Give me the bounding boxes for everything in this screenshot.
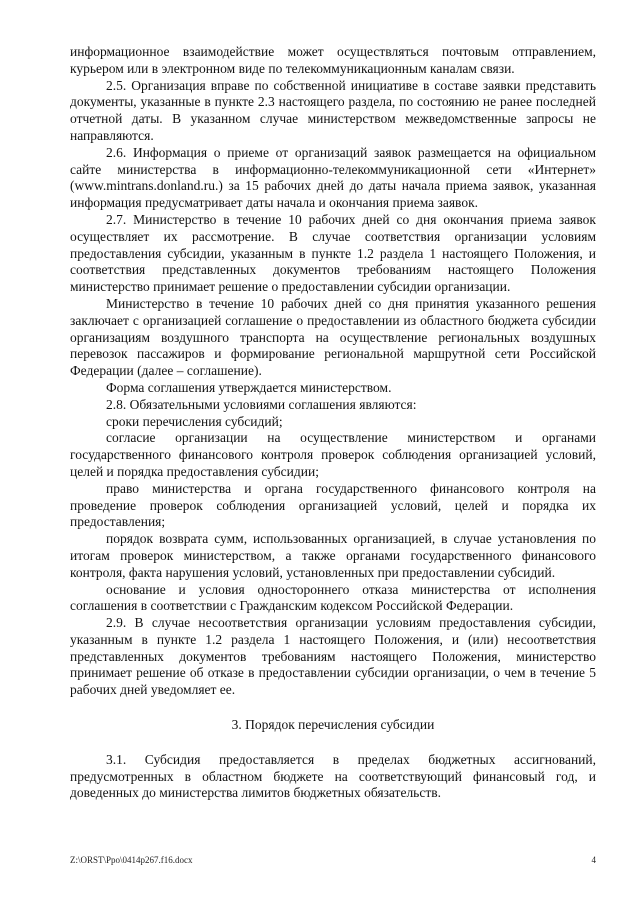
paragraph-2-8: 2.8. Обязательными условиями соглашения являются: [106, 396, 417, 412]
paragraph-agreement: Министерство в течение 10 рабочих дней со дня принятия указанного решения заключает с организацией соглашение о предоставлении из областного бюджета субсидии организациям воздушного транспорта на осуществление региональных воздушных перевозок пассажиров и формирование региональной маршрутной сети Российской Федерации (далее – соглашение). [70, 295, 596, 379]
paragraph-2-7: 2.7. Министерство в течение 10 рабочих дней со дня окончания приема заявок осуществляет их рассмотрение. В случае соответствия организации условиям предоставления субсидии, указанным в пункте 1.2 раздела 1 настоящего Положения, и соответствия представленных документов требованиям настоящего Положения министерство принимает решение о предоставлении субсидии организации. [70, 211, 596, 295]
page-footer [70, 855, 596, 865]
paragraph-2-5: 2.5. Организация вправе по собственной инициативе в составе заявки представить документы, указанные в пункте 2.3 настоящего раздела, по состоянию не ранее последней отчетной даты. В указанном случае министерством межведомственные запросы не направляются. [70, 77, 596, 143]
list-item-right: право министерства и органа государственного финансового контроля на проведение проверок соблюдения организацией условий, целей и порядка их предоставления; [70, 480, 596, 530]
section-heading: 3. Порядок перечисления субсидии [231, 717, 435, 733]
paragraph-2-9: 2.9. В случае несоответствия организации условиям предоставления субсидии, указанным в пункте 1.2 раздела 1 настоящего Положения, и (или) несоответствия представленных документов требованиям настоящего Положения, министерство принимает решение об отказе в предоставлении субсидии организации, о чем в течение 5 рабочих дней уведомляет ее. [70, 615, 596, 698]
list-item-terms: сроки перечисления субсидий; [106, 413, 283, 429]
paragraph-2-6: 2.6. Информация о приеме от организаций заявок размещается на официальном сайте министерства в информационно-телекоммуникационной сети «Интернет» (www.mintrans.donland.ru.) за 15 рабочих дней до даты начала приема заявок, указанная информация предусматривает даты начала и окончания приема заявок. [70, 144, 596, 211]
paragraph-form: Форма соглашения утверждается министерством. [106, 379, 392, 395]
paragraph-3-1: 3.1. Субсидия предоставляется в пределах бюджетных ассигнований, предусмотренных в областном бюджете на соответствующий финансовый год, и доведенных до министерства лимитов бюджетных обязательств. [70, 751, 596, 801]
footer-file-path: Z:\ORST\Ppo\0414p267.f16.docx [70, 855, 193, 865]
list-item-refusal: основание и условия одностороннего отказа министерства от исполнения соглашения в соответствии с Гражданским кодексом Российской Федерации. [70, 581, 596, 614]
list-item-consent: согласие организации на осуществление министерством и органами государственного финансового контроля проверок соблюдения организацией условий, целей и порядка предоставления субсидии; [70, 430, 596, 479]
paragraph-continuation: информационное взаимодействие может осуществляться почтовым отправлением, курьером или в электронном виде по телекоммуникационным каналам связи. [70, 44, 596, 76]
page-number: 4 [591, 855, 596, 865]
list-item-refund: порядок возврата сумм, использованных организацией, в случае установления по итогам проверок министерством, а также органами государственного финансового контроля, факта нарушения условий, установленных при предоставлении субсидий. [70, 531, 596, 580]
